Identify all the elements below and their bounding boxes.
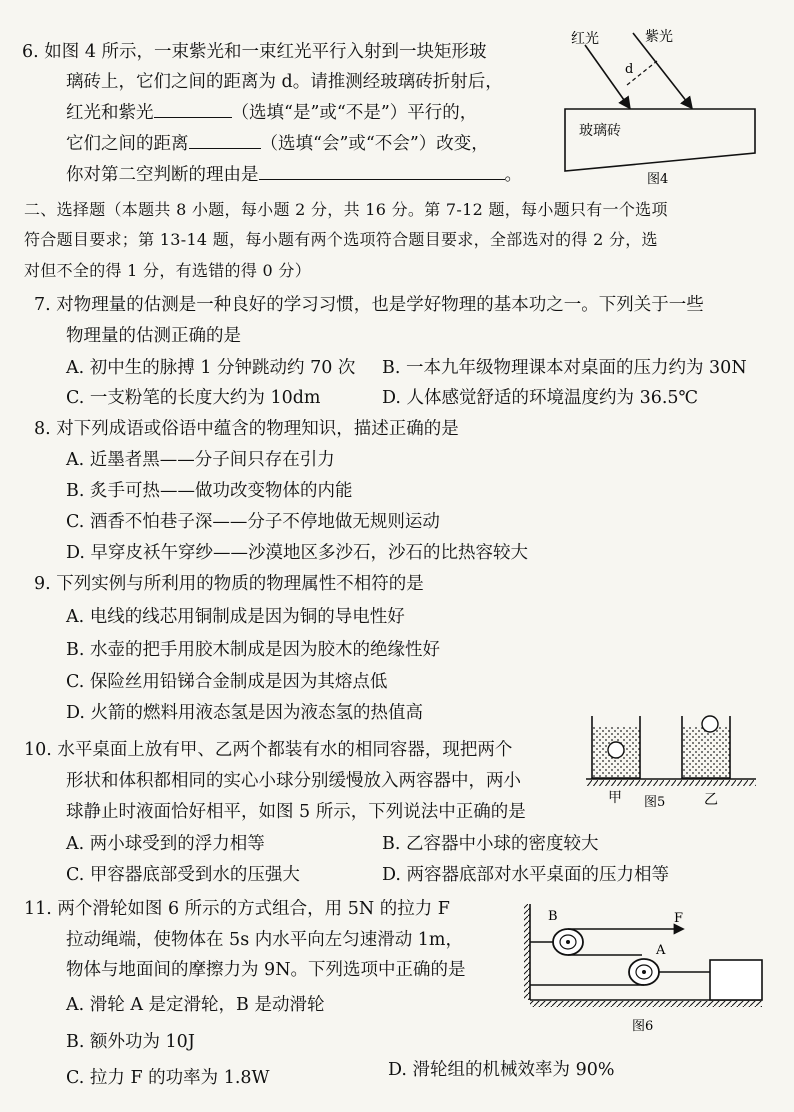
- q10-option-b[interactable]: B. 乙容器中小球的密度较大: [382, 834, 599, 854]
- q8-option-b[interactable]: B. 炙手可热——做功改变物体的内能: [66, 481, 353, 501]
- label-f: F: [674, 911, 684, 926]
- q10-line-2: 形状和体积都相同的实心小球分别缓慢放入两容器中，两小: [66, 771, 521, 791]
- q7-option-b[interactable]: B. 一本九年级物理课本对桌面的压力约为 30N: [382, 358, 747, 378]
- d-label: d: [625, 62, 634, 77]
- q8-option-a[interactable]: A. 近墨者黑——分子间只存在引力: [66, 450, 335, 470]
- violet-light-label: 紫光: [645, 29, 673, 45]
- figure-4-caption: 图4: [647, 172, 669, 187]
- q6-blank-2[interactable]: [189, 133, 261, 149]
- label-a: A: [656, 943, 666, 958]
- q6-line-3: [66, 101, 477, 125]
- q11-option-d[interactable]: D. 滑轮组的机械效率为 90%: [388, 1060, 615, 1080]
- q7-option-a[interactable]: A. 初中生的脉搏 1 分钟跳动约 70 次: [66, 358, 356, 378]
- q7-option-d[interactable]: D. 人体感觉舒适的环境温度约为 36.5℃: [382, 388, 699, 408]
- q7-line-1: 7. 对物理量的估测是一种良好的学习习惯，也是学好物理的基本功之一。下列关于一些: [34, 295, 704, 315]
- q11-line-1: 11. 两个滑轮如图 6 所示的方式组合，用 5N 的拉力 F: [24, 899, 450, 919]
- q6-line-4: [66, 132, 489, 156]
- q6-line-4-suffix: （选填“会”或“不会”）改变，: [260, 134, 489, 154]
- q7-option-c[interactable]: C. 一支粉笔的长度大约为 10dm: [66, 388, 321, 408]
- ground-hatch: [530, 1001, 762, 1007]
- q8-option-c[interactable]: C. 酒香不怕巷子深——分子不停地做无规则运动: [66, 512, 440, 532]
- q6-line-3-prefix: 红光和紫光: [66, 103, 154, 123]
- figure-5: [586, 708, 761, 813]
- q7-line-2: 物理量的估测正确的是: [66, 326, 241, 346]
- q6-line-1: 6. 如图 4 所示，一束紫光和一束红光平行入射到一块矩形玻: [22, 42, 487, 62]
- glass-label: 玻璃砖: [579, 123, 621, 139]
- table-hatch: [586, 780, 756, 786]
- q6-blank-3[interactable]: [259, 164, 505, 180]
- q6-line-5-prefix: 你对第二空判断的理由是: [66, 165, 259, 185]
- red-ray: [585, 45, 629, 107]
- wall-hatch: [524, 904, 530, 1000]
- q11-option-c[interactable]: C. 拉力 F 的功率为 1.8W: [66, 1068, 270, 1088]
- section-2-line-2: 符合题目要求；第 13-14 题，每小题有两个选项符合题目要求，全部选对的得 2 分，选: [24, 230, 658, 249]
- q6-line-5: [66, 163, 522, 187]
- figure-6-drawing: [522, 898, 772, 1038]
- figure-4-drawing: [555, 25, 770, 195]
- q9-option-a[interactable]: A. 电线的线芯用铜制成是因为铜的导电性好: [66, 607, 405, 627]
- q10-option-a[interactable]: A. 两小球受到的浮力相等: [66, 834, 265, 854]
- q9-option-b[interactable]: B. 水壶的把手用胶木制成是因为胶木的绝缘性好: [66, 640, 440, 660]
- pulley-a-axle: [642, 970, 646, 974]
- ball-left: [608, 742, 624, 758]
- pulley-b-axle: [566, 940, 570, 944]
- q11-option-b[interactable]: B. 额外功为 10J: [66, 1032, 195, 1052]
- q6-line-4-prefix: 它们之间的距离: [66, 134, 189, 154]
- q11-line-3: 物体与地面间的摩擦力为 9N。下列选项中正确的是: [66, 960, 466, 980]
- q10-line-3: 球静止时液面恰好相平，如图 5 所示，下列说法中正确的是: [66, 802, 526, 822]
- q11-option-a[interactable]: A. 滑轮 A 是定滑轮，B 是动滑轮: [66, 995, 325, 1015]
- section-2-line-1: 二、选择题（本题共 8 小题，每小题 2 分，共 16 分。第 7-12 题，每小题只有一个选项: [24, 200, 668, 219]
- label-b: B: [548, 909, 558, 924]
- q10-option-c[interactable]: C. 甲容器底部受到水的压强大: [66, 865, 300, 885]
- q11-line-2: 拉动绳端，使物体在 5s 内水平向左匀速滑动 1m，: [66, 930, 464, 950]
- block: [710, 960, 762, 1000]
- ball-right: [702, 716, 718, 732]
- figure-6-caption: 图6: [632, 1019, 654, 1034]
- glass-brick: [565, 109, 755, 171]
- q10-option-d[interactable]: D. 两容器底部对水平桌面的压力相等: [382, 865, 670, 885]
- q9-option-c[interactable]: C. 保险丝用铅锑合金制成是因为其熔点低: [66, 672, 388, 692]
- q6-line-2: 璃砖上，它们之间的距离为 d。请推测经玻璃砖折射后，: [66, 72, 503, 92]
- water-right: [682, 726, 730, 778]
- label-jia: 甲: [608, 790, 622, 806]
- q6-blank-1[interactable]: [154, 102, 232, 118]
- q8-stem: 8. 对下列成语或俗语中蕴含的物理知识，描述正确的是: [34, 419, 459, 439]
- figure-6: [522, 898, 772, 1038]
- figure-4: [555, 25, 770, 195]
- red-light-label: 红光: [571, 31, 599, 47]
- q8-option-d[interactable]: D. 早穿皮袄午穿纱——沙漠地区多沙石，沙石的比热容较大: [66, 543, 529, 563]
- section-2-line-3: 对但不全的得 1 分，有选错的得 0 分）: [24, 261, 312, 280]
- figure-5-drawing: [586, 708, 761, 813]
- q10-line-1: 10. 水平桌面上放有甲、乙两个都装有水的相同容器，现把两个: [24, 740, 513, 760]
- q6-line-5-suffix: 。: [504, 165, 522, 185]
- label-yi: 乙: [704, 792, 718, 808]
- q9-stem: 9. 下列实例与所利用的物质的物理属性不相符的是: [34, 574, 424, 594]
- q6-line-3-suffix: （选填“是”或“不是”）平行的，: [231, 103, 478, 123]
- figure-5-caption: 图5: [644, 795, 666, 810]
- q9-option-d[interactable]: D. 火箭的燃料用液态氢是因为液态氢的热值高: [66, 703, 424, 723]
